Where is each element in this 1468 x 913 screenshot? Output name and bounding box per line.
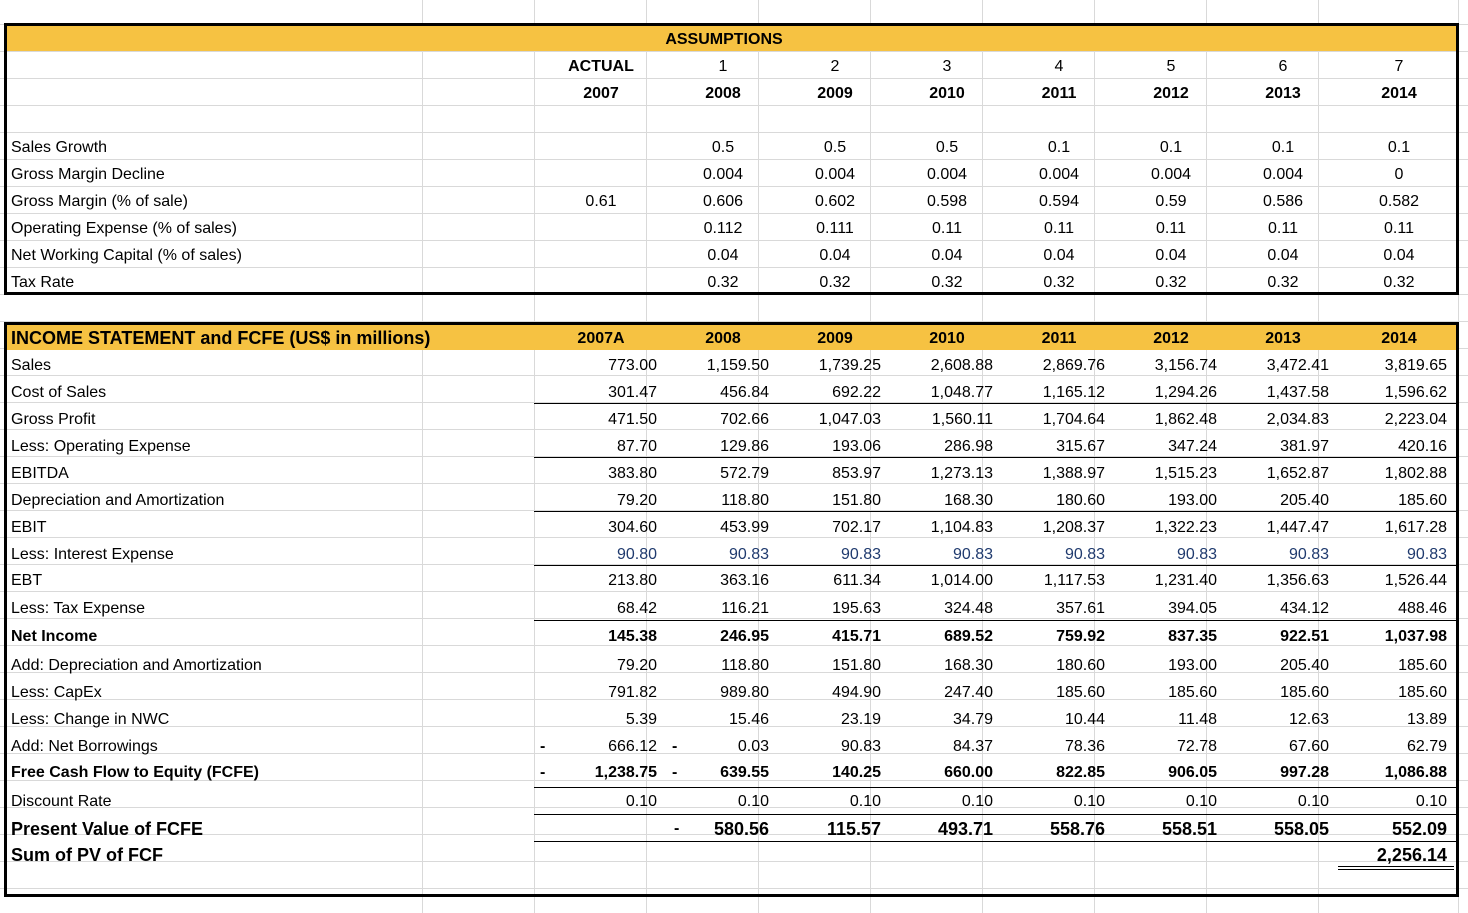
assumption-period-number: 3 xyxy=(942,58,952,75)
income-row-label: Gross Profit xyxy=(11,411,96,428)
income-value: 151.80 xyxy=(832,492,881,509)
assumption-value: 0.32 xyxy=(1383,274,1415,291)
income-value: 552.09 xyxy=(1391,819,1447,839)
income-value: 1,273.13 xyxy=(930,465,993,482)
assumption-year: 2007 xyxy=(583,85,619,102)
assumption-value: 0.11 xyxy=(1384,220,1414,237)
assumption-period-number: 6 xyxy=(1278,58,1288,75)
income-value: 759.92 xyxy=(1056,628,1105,645)
income-value: 3,472.41 xyxy=(1266,357,1329,374)
income-value: 611.34 xyxy=(833,572,881,589)
income-row-label: Add: Depreciation and Amortization xyxy=(11,657,262,674)
assumption-value: 0.59 xyxy=(1155,193,1187,210)
income-value: 67.60 xyxy=(1288,738,1329,755)
assumption-value: 0.1 xyxy=(1159,139,1183,156)
income-value: 0.03 xyxy=(737,738,769,755)
income-value: 2,608.88 xyxy=(930,357,993,374)
income-year: 2007A xyxy=(577,330,625,347)
income-value: 193.06 xyxy=(832,438,881,455)
income-value: 247.40 xyxy=(944,684,993,701)
income-value: 1,037.98 xyxy=(1384,628,1447,645)
income-row-label: Depreciation and Amortization xyxy=(11,492,225,509)
assumption-value: 0.004 xyxy=(814,166,856,183)
income-year: 2008 xyxy=(705,330,741,347)
negative-marker: - xyxy=(672,764,678,781)
income-value: 2,034.83 xyxy=(1266,411,1329,428)
income-value: 118.80 xyxy=(721,657,769,674)
income-value: 357.61 xyxy=(1056,600,1105,617)
row-rule xyxy=(534,787,1458,788)
income-value: 11.48 xyxy=(1178,711,1217,728)
income-value: 304.60 xyxy=(608,519,657,536)
income-value: 1,526.44 xyxy=(1384,572,1447,589)
income-value: 791.82 xyxy=(608,684,657,701)
assumption-label: Tax Rate xyxy=(11,274,75,291)
income-value: 0.10 xyxy=(1073,793,1105,810)
negative-marker: - xyxy=(540,738,546,755)
income-value: 12.63 xyxy=(1288,711,1329,728)
assumption-period-number: 7 xyxy=(1394,58,1404,75)
income-value: 363.16 xyxy=(720,572,769,589)
income-value: 180.60 xyxy=(1056,657,1105,674)
negative-marker: - xyxy=(674,820,680,837)
income-value: 394.05 xyxy=(1168,600,1217,617)
row-rule xyxy=(534,814,1458,815)
income-row-label: EBITDA xyxy=(11,465,69,482)
income-value: 1,596.62 xyxy=(1384,384,1447,401)
income-value: 1,356.63 xyxy=(1266,572,1329,589)
income-value: 702.17 xyxy=(832,519,881,536)
income-value: 185.60 xyxy=(1398,492,1447,509)
income-value: 0.10 xyxy=(737,793,769,810)
assumption-value: 0.586 xyxy=(1262,193,1304,210)
assumption-value: 0.5 xyxy=(823,139,847,156)
assumption-value: 0.598 xyxy=(926,193,968,210)
assumption-year: 2010 xyxy=(929,85,965,102)
row-rule xyxy=(534,511,1458,512)
assumption-year: 2012 xyxy=(1153,85,1189,102)
income-value: 434.12 xyxy=(1280,600,1329,617)
assumption-value: 0.606 xyxy=(702,193,744,210)
assumption-value: 0.112 xyxy=(703,220,743,237)
income-value: 1,104.83 xyxy=(930,519,993,536)
income-value: 0.10 xyxy=(849,793,881,810)
income-row-label: Less: CapEx xyxy=(11,684,102,701)
income-value: 1,802.88 xyxy=(1384,465,1447,482)
assumption-value: 0.1 xyxy=(1271,139,1295,156)
income-value: 180.60 xyxy=(1056,492,1105,509)
assumption-value: 0.32 xyxy=(1155,274,1187,291)
income-value: 90.83 xyxy=(840,546,881,563)
income-value: 205.40 xyxy=(1280,657,1329,674)
income-value: 301.47 xyxy=(608,384,657,401)
income-value: 5.39 xyxy=(625,711,657,728)
income-value: 129.86 xyxy=(720,438,769,455)
income-value: 90.83 xyxy=(1064,546,1105,563)
income-row-label: Cost of Sales xyxy=(11,384,107,401)
income-value: 689.52 xyxy=(944,628,993,645)
income-value: 15.46 xyxy=(728,711,769,728)
income-value: 115.57 xyxy=(826,819,881,839)
income-value: 193.00 xyxy=(1168,492,1217,509)
income-value: 692.22 xyxy=(832,384,881,401)
income-year: 2014 xyxy=(1381,330,1417,347)
income-value: 1,704.64 xyxy=(1042,411,1105,428)
income-value: 23.19 xyxy=(840,711,881,728)
income-value: 702.66 xyxy=(720,411,769,428)
income-value: 1,560.11 xyxy=(931,411,993,428)
income-value: 1,238.75 xyxy=(594,764,657,781)
assumption-year: 2011 xyxy=(1041,85,1077,102)
income-row-label: Free Cash Flow to Equity (FCFE) xyxy=(11,764,260,781)
assumption-value: 0.04 xyxy=(707,247,739,264)
row-rule xyxy=(534,403,1458,404)
income-value: 0.10 xyxy=(1185,793,1217,810)
assumption-value: 0.5 xyxy=(711,139,735,156)
income-value: 558.05 xyxy=(1273,819,1329,839)
income-row-label: Less: Interest Expense xyxy=(11,546,174,563)
income-value: 822.85 xyxy=(1056,764,1105,781)
income-value: 453.99 xyxy=(720,519,769,536)
income-value: 1,617.28 xyxy=(1384,519,1447,536)
income-value: 195.63 xyxy=(832,600,881,617)
income-value: 922.51 xyxy=(1280,628,1329,645)
assumption-value: 0.582 xyxy=(1378,193,1420,210)
income-value: 13.89 xyxy=(1406,711,1447,728)
assumption-label: Sales Growth xyxy=(11,139,108,156)
assumption-value: 0.32 xyxy=(707,274,739,291)
income-value: 34.79 xyxy=(952,711,993,728)
income-value: 1,515.23 xyxy=(1154,465,1217,482)
income-row-label: Net Income xyxy=(11,628,98,645)
assumption-value: 0.004 xyxy=(1038,166,1080,183)
income-value: 997.28 xyxy=(1280,764,1329,781)
income-row-label: EBT xyxy=(11,572,43,589)
assumption-value: 0.111 xyxy=(816,220,854,237)
income-value: 660.00 xyxy=(944,764,993,781)
income-value: 90.83 xyxy=(728,546,769,563)
income-value: 666.12 xyxy=(608,738,657,755)
income-value: 90.83 xyxy=(840,738,881,755)
income-value: 837.35 xyxy=(1168,628,1217,645)
income-row-label: Less: Tax Expense xyxy=(11,600,146,617)
income-value: 193.00 xyxy=(1168,657,1217,674)
assumption-value: 0.32 xyxy=(819,274,851,291)
assumption-label: Gross Margin (% of sale) xyxy=(11,193,188,210)
income-value: 0.10 xyxy=(1415,793,1447,810)
income-value: 3,819.65 xyxy=(1384,357,1447,374)
row-rule xyxy=(534,620,1458,621)
assumption-value: 0.004 xyxy=(702,166,744,183)
income-value: 0.10 xyxy=(961,793,993,810)
income-value: 286.98 xyxy=(944,438,993,455)
assumption-value: 0.04 xyxy=(1155,247,1187,264)
assumptions-title: ASSUMPTIONS xyxy=(665,31,783,48)
income-value: 90.83 xyxy=(952,546,993,563)
income-value: 488.46 xyxy=(1398,600,1447,617)
income-value: 90.80 xyxy=(616,546,657,563)
income-value: 558.76 xyxy=(1049,819,1105,839)
income-value: 381.97 xyxy=(1280,438,1329,455)
income-value: 90.83 xyxy=(1406,546,1447,563)
assumption-year: 2008 xyxy=(705,85,741,102)
income-value: 3,156.74 xyxy=(1154,357,1217,374)
income-row-label: Less: Change in NWC xyxy=(11,711,170,728)
income-value: 493.71 xyxy=(937,819,993,839)
income-value: 168.30 xyxy=(944,657,993,674)
income-value: 1,208.37 xyxy=(1042,519,1105,536)
income-value: 989.80 xyxy=(720,684,769,701)
income-value: 140.25 xyxy=(832,764,881,781)
income-value: 1,862.48 xyxy=(1154,411,1217,428)
income-value: 420.16 xyxy=(1398,438,1447,455)
income-value: 1,159.50 xyxy=(706,357,769,374)
income-value: 1,117.53 xyxy=(1043,572,1105,589)
income-value: 1,231.40 xyxy=(1154,572,1217,589)
assumption-value: 0.11 xyxy=(1268,220,1298,237)
assumption-value: 0.5 xyxy=(935,139,959,156)
assumption-label: Net Working Capital (% of sales) xyxy=(11,247,242,264)
row-rule xyxy=(534,457,1458,458)
assumption-period-number: 2 xyxy=(830,58,840,75)
assumption-value: 0.04 xyxy=(1267,247,1299,264)
income-value: 1,047.03 xyxy=(818,411,881,428)
assumption-period-number: 1 xyxy=(718,58,728,75)
income-value: 118.80 xyxy=(721,492,769,509)
income-value: 185.60 xyxy=(1056,684,1105,701)
income-value: 324.48 xyxy=(944,600,993,617)
row-rule xyxy=(534,841,1458,842)
income-value: 639.55 xyxy=(720,764,769,781)
income-value: 558.51 xyxy=(1161,819,1217,839)
income-value: 168.30 xyxy=(944,492,993,509)
assumption-year: 2013 xyxy=(1265,85,1301,102)
income-value: 78.36 xyxy=(1064,738,1105,755)
income-row-label: Discount Rate xyxy=(11,793,112,810)
actual-label: ACTUAL xyxy=(568,58,634,75)
sum-double-underline xyxy=(1338,869,1454,870)
income-value: 415.71 xyxy=(832,628,881,645)
assumption-label: Gross Margin Decline xyxy=(11,166,165,183)
assumption-period-number: 4 xyxy=(1054,58,1064,75)
income-value: 572.79 xyxy=(720,465,769,482)
income-value: 1,014.00 xyxy=(930,572,993,589)
income-value: 906.05 xyxy=(1168,764,1217,781)
income-value: 185.60 xyxy=(1398,684,1447,701)
assumption-value: 0.11 xyxy=(932,220,962,237)
assumption-year: 2014 xyxy=(1381,85,1417,102)
income-value: 84.37 xyxy=(952,738,993,755)
income-title: INCOME STATEMENT and FCFE (US$ in millions) xyxy=(11,328,431,348)
income-value: 1,165.12 xyxy=(1042,384,1105,401)
assumption-year: 2009 xyxy=(817,85,853,102)
income-row-label: EBIT xyxy=(11,519,47,536)
income-row-label: Add: Net Borrowings xyxy=(11,738,158,755)
income-value: 2,256.14 xyxy=(1376,845,1447,865)
assumption-value: 0.004 xyxy=(926,166,968,183)
assumption-value: 0.004 xyxy=(1150,166,1192,183)
income-value: 185.60 xyxy=(1168,684,1217,701)
sum-double-underline xyxy=(1338,866,1454,867)
income-row-label: Sum of PV of FCF xyxy=(11,845,163,865)
income-value: 246.95 xyxy=(720,628,769,645)
income-value: 1,652.87 xyxy=(1266,465,1329,482)
income-value: 79.20 xyxy=(616,657,657,674)
income-value: 1,294.26 xyxy=(1154,384,1217,401)
income-value: 213.80 xyxy=(608,572,657,589)
income-value: 315.67 xyxy=(1056,438,1105,455)
assumption-value: 0.04 xyxy=(931,247,963,264)
income-value: 10.44 xyxy=(1064,711,1105,728)
assumption-value: 0.04 xyxy=(819,247,851,264)
income-row-label: Less: Operating Expense xyxy=(11,438,191,455)
assumption-value: 0.32 xyxy=(1043,274,1075,291)
income-value: 145.38 xyxy=(608,628,657,645)
income-value: 1,388.97 xyxy=(1042,465,1105,482)
assumption-value: 0.32 xyxy=(1267,274,1299,291)
income-value: 1,086.88 xyxy=(1384,764,1447,781)
income-value: 383.80 xyxy=(608,465,657,482)
income-value: 79.20 xyxy=(616,492,657,509)
income-value: 90.83 xyxy=(1176,546,1217,563)
assumption-value: 0 xyxy=(1394,166,1404,183)
income-value: 68.42 xyxy=(616,600,657,617)
income-value: 471.50 xyxy=(608,411,657,428)
income-year: 2011 xyxy=(1041,330,1077,347)
assumption-value: 0.004 xyxy=(1262,166,1304,183)
assumption-value: 0.602 xyxy=(814,193,856,210)
assumption-value: 0.61 xyxy=(585,193,617,210)
income-year: 2009 xyxy=(817,330,853,347)
row-rule xyxy=(534,565,1458,566)
income-value: 1,048.77 xyxy=(930,384,993,401)
assumption-value: 0.594 xyxy=(1038,193,1080,210)
income-value: 853.97 xyxy=(832,465,881,482)
income-value: 151.80 xyxy=(832,657,881,674)
assumption-value: 0.32 xyxy=(931,274,963,291)
income-value: 185.60 xyxy=(1398,657,1447,674)
assumption-value: 0.04 xyxy=(1043,247,1075,264)
income-value: 456.84 xyxy=(720,384,769,401)
income-value: 2,223.04 xyxy=(1384,411,1447,428)
assumption-value: 0.1 xyxy=(1387,139,1411,156)
income-value: 494.90 xyxy=(832,684,881,701)
income-value: 205.40 xyxy=(1280,492,1329,509)
income-row-label: Present Value of FCFE xyxy=(11,819,204,839)
income-value: 1,437.58 xyxy=(1266,384,1329,401)
income-row-label: Sales xyxy=(11,357,52,374)
income-value: 580.56 xyxy=(713,819,769,839)
assumption-value: 0.1 xyxy=(1047,139,1071,156)
income-value: 90.83 xyxy=(1288,546,1329,563)
assumption-value: 0.11 xyxy=(1044,220,1074,237)
negative-marker: - xyxy=(540,764,546,781)
income-value: 0.10 xyxy=(625,793,657,810)
income-value: 185.60 xyxy=(1280,684,1329,701)
income-value: 1,739.25 xyxy=(818,357,881,374)
income-value: 2,869.76 xyxy=(1042,357,1105,374)
income-value: 347.24 xyxy=(1168,438,1217,455)
income-value: 1,322.23 xyxy=(1154,519,1217,536)
income-value: 62.79 xyxy=(1406,738,1447,755)
income-value: 773.00 xyxy=(608,357,657,374)
income-year: 2013 xyxy=(1265,330,1301,347)
income-year: 2010 xyxy=(929,330,965,347)
income-year: 2012 xyxy=(1153,330,1189,347)
income-value: 87.70 xyxy=(616,438,657,455)
assumption-label: Operating Expense (% of sales) xyxy=(11,220,237,237)
income-value: 116.21 xyxy=(721,600,769,617)
assumption-period-number: 5 xyxy=(1166,58,1176,75)
income-value: 72.78 xyxy=(1176,738,1217,755)
assumption-value: 0.11 xyxy=(1156,220,1186,237)
assumption-value: 0.04 xyxy=(1383,247,1415,264)
income-value: 0.10 xyxy=(1297,793,1329,810)
income-value: 1,447.47 xyxy=(1266,519,1329,536)
negative-marker: - xyxy=(672,738,678,755)
